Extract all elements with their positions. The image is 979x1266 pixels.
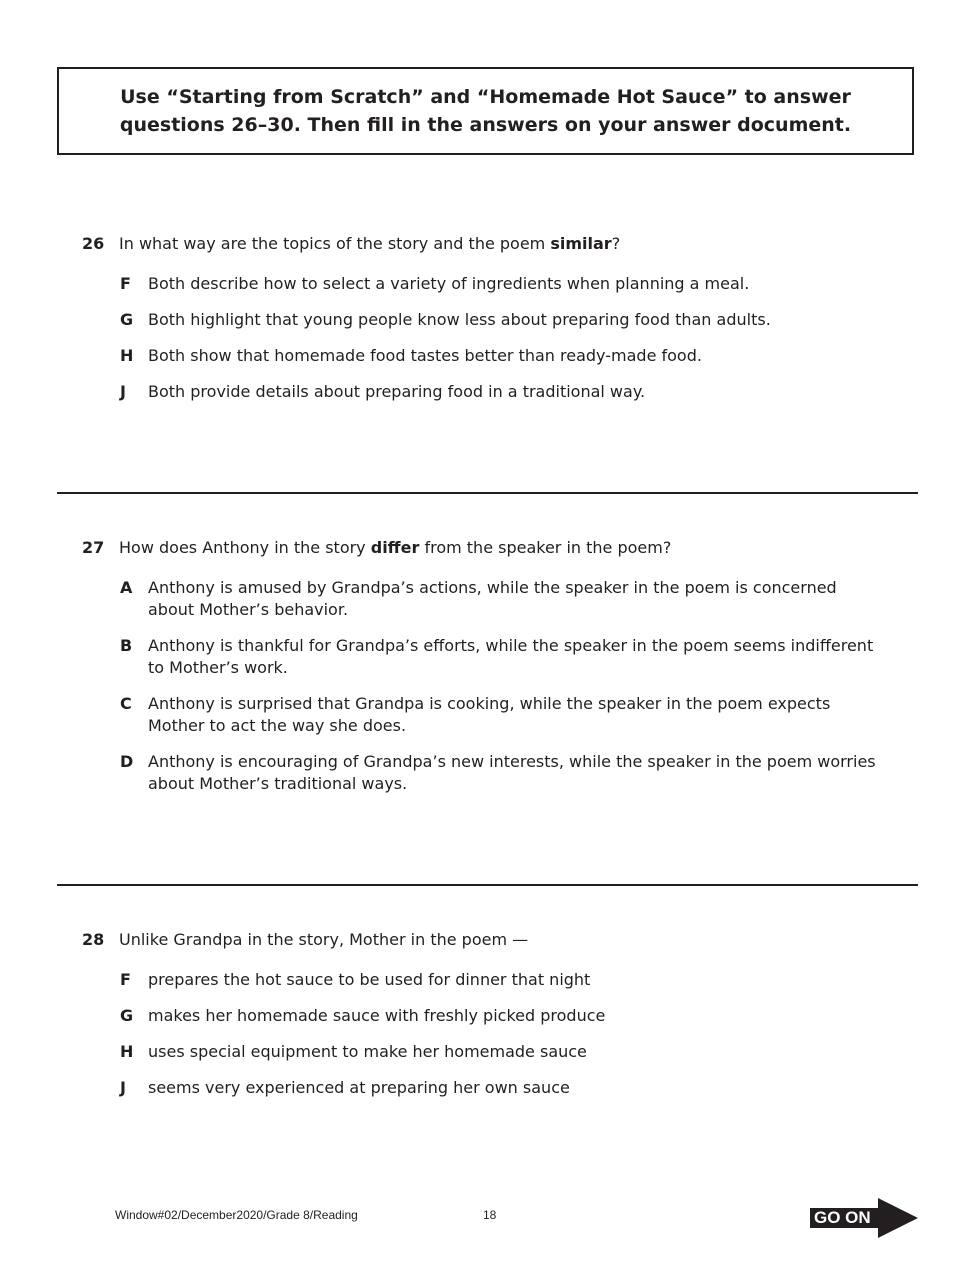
answer-option-g[interactable] [120, 1005, 880, 1027]
stem-text: Unlike Grandpa in the story, Mother in the poem — [119, 930, 529, 949]
stem-text-end: ? [611, 234, 621, 253]
option-text: uses special equipment to make her homemade sauce [148, 1042, 587, 1061]
answer-option-d[interactable] [120, 751, 880, 795]
stem-emphasis: similar [550, 234, 612, 253]
option-text: makes her homemade sauce with freshly picked produce [148, 1006, 606, 1025]
question-number: 28 [82, 930, 105, 949]
instructions-line-2: questions 26–30. Then fill in the answers on your answer document. [119, 114, 852, 136]
option-letter: F [120, 970, 131, 989]
footer-source: Window#02/December2020/Grade 8/Reading [115, 1208, 358, 1222]
go-on-badge [810, 1198, 920, 1238]
option-letter: A [120, 578, 133, 597]
option-text: Both show that homemade food tastes better than ready-made food. [148, 346, 702, 365]
answer-option-f[interactable] [120, 969, 880, 991]
answer-option-a[interactable] [120, 577, 880, 621]
question-stem [82, 929, 528, 951]
stem-text: How does Anthony in the story [119, 538, 371, 557]
option-text: seems very experienced at preparing her own sauce [148, 1078, 570, 1097]
question-stem [82, 233, 620, 255]
stem-text-end: from the speaker in the poem? [419, 538, 672, 557]
question-stem [82, 537, 671, 559]
question-number: 26 [82, 234, 105, 253]
answer-option-j[interactable] [120, 381, 880, 403]
answer-option-h[interactable] [120, 345, 880, 367]
option-letter: J [120, 382, 126, 401]
option-letter: J [120, 1078, 126, 1097]
option-text-line-1: Anthony is encouraging of Grandpa’s new interests, while the speaker in the poem worries [148, 752, 876, 771]
option-letter: B [120, 636, 133, 655]
option-text: Both describe how to select a variety of ingredients when planning a meal. [148, 274, 750, 293]
option-letter: F [120, 274, 131, 293]
option-text: Both highlight that young people know less about preparing food than adults. [148, 310, 771, 329]
page-number: 18 [483, 1208, 497, 1222]
option-text-line-2: to Mother’s work. [148, 658, 288, 677]
option-text-line-1: Anthony is thankful for Grandpa’s efforts, while the speaker in the poem seems indifferent [148, 636, 874, 655]
option-text-line-1: Anthony is amused by Grandpa’s actions, while the speaker in the poem is concerned [148, 578, 837, 597]
option-letter: H [120, 346, 134, 365]
answer-option-b[interactable] [120, 635, 880, 679]
option-text-line-2: about Mother’s behavior. [148, 600, 349, 619]
option-letter: D [120, 752, 134, 771]
option-text-line-2: Mother to act the way she does. [148, 716, 407, 735]
option-letter: H [120, 1042, 134, 1061]
stem-text: In what way are the topics of the story and the poem [119, 234, 551, 253]
answer-option-j[interactable] [120, 1077, 880, 1099]
instructions-box [57, 67, 914, 155]
answer-option-c[interactable] [120, 693, 880, 737]
go-on-label: GO ON [810, 1208, 880, 1228]
option-text-line-2: about Mother’s traditional ways. [148, 774, 408, 793]
option-letter: C [120, 694, 132, 713]
stem-emphasis: differ [370, 538, 420, 557]
answer-option-h[interactable] [120, 1041, 880, 1063]
option-text-line-1: Anthony is surprised that Grandpa is cooking, while the speaker in the poem expects [148, 694, 831, 713]
answer-option-f[interactable] [120, 273, 880, 295]
option-letter: G [120, 1006, 134, 1025]
option-text: Both provide details about preparing food in a traditional way. [148, 382, 646, 401]
option-letter: G [120, 310, 134, 329]
question-number: 27 [82, 538, 105, 557]
option-text: prepares the hot sauce to be used for dinner that night [148, 970, 591, 989]
section-divider [57, 492, 918, 494]
instructions-line-1: Use “Starting from Scratch” and “Homemade Hot Sauce” to answer [120, 86, 851, 108]
section-divider [57, 884, 918, 886]
answer-option-g[interactable] [120, 309, 880, 331]
